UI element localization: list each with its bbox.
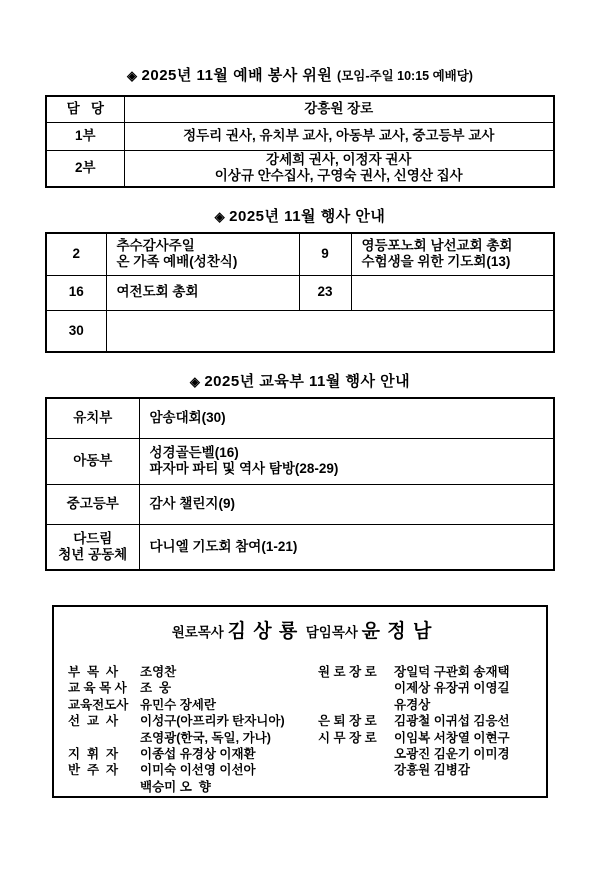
staff-names: 유경상 xyxy=(394,697,431,712)
dept-name: 청년 공동체 xyxy=(58,546,128,562)
section2-title xyxy=(45,205,555,226)
staff-role-label: 지 휘 자 xyxy=(68,746,119,761)
staff-names: 조영찬 xyxy=(140,665,177,679)
date-cell: 23 xyxy=(299,275,351,310)
dept-cell xyxy=(46,524,139,570)
staff-names: 장일덕 구관회 송재택 xyxy=(394,665,510,679)
event-line: 암송대회(30) xyxy=(149,410,226,426)
table-row xyxy=(46,150,554,187)
event-cell xyxy=(351,275,554,310)
table-row xyxy=(46,233,554,275)
dept-name: 중고등부 xyxy=(66,495,119,511)
event-line: 성경골든벨(16) xyxy=(149,444,239,460)
staff-role-label xyxy=(68,730,134,746)
staff-names: 김광철 이귀섭 김응선 xyxy=(394,714,510,729)
section2-title-text: 2025년 11월 행사 안내 xyxy=(229,208,386,225)
service2-label: 2부 xyxy=(46,150,124,187)
table-row xyxy=(46,275,554,310)
worship-header-value: 강흥원 장로 xyxy=(124,96,554,122)
dept-event-cell xyxy=(139,438,554,484)
diamond-bullet-icon: ◈ xyxy=(214,209,226,224)
staff-role-label: 부 목 사 xyxy=(68,665,119,679)
staff-names: 유민수 장세란 xyxy=(140,697,216,712)
staff-role-label xyxy=(318,680,388,696)
monthly-events-table xyxy=(45,232,555,353)
event-line: 영등포노회 남선교회 총회 xyxy=(361,238,513,254)
service2-servers xyxy=(124,150,554,187)
date-cell: 16 xyxy=(46,275,106,310)
service2-servers-line1: 강세희 권사, 이정자 권사 xyxy=(266,152,412,168)
dept-cell xyxy=(46,484,139,524)
staff-box xyxy=(52,605,548,798)
event-cell xyxy=(106,310,554,352)
section1-title-text: 2025년 11월 예배 봉사 위원 xyxy=(141,67,333,84)
staff-names xyxy=(394,779,536,795)
worship-header-label: 담 당 xyxy=(46,96,124,122)
title-gap xyxy=(298,625,306,640)
diamond-bullet-icon: ◈ xyxy=(127,68,138,83)
dept-event-cell xyxy=(139,524,554,570)
event-cell xyxy=(351,233,554,275)
dept-cell xyxy=(46,398,139,438)
staff-names: 조영광(한국, 독일, 가나) xyxy=(140,730,271,745)
event-line: 감사 챌린지(9) xyxy=(149,495,235,511)
staff-role-label: 원 로 장 로 xyxy=(318,665,377,679)
dept-event-cell xyxy=(139,398,554,438)
table-row xyxy=(46,96,554,122)
event-line: 온 가족 예배(성찬식) xyxy=(116,254,238,270)
staff-names: 이미숙 이선영 이선아 xyxy=(140,763,256,778)
event-cell xyxy=(106,275,299,310)
event-line: 수험생을 위한 기도회(13) xyxy=(361,254,511,270)
staff-names: 강흥원 김병감 xyxy=(394,763,470,778)
staff-role-label xyxy=(68,779,134,795)
event-line: 파자마 파티 및 역사 탐방(28-29) xyxy=(149,461,339,476)
service1-label: 1부 xyxy=(46,122,124,150)
table-row xyxy=(46,310,554,352)
section3-title xyxy=(45,370,555,391)
staff-role-label xyxy=(318,746,388,762)
staff-names: 이성구(아프리카 탄자니아) xyxy=(140,714,285,729)
dept-event-cell xyxy=(139,484,554,524)
section3-title-text: 2025년 교육부 11월 행사 안내 xyxy=(204,373,411,390)
staff-role-label: 교육전도사 xyxy=(68,697,129,712)
dept-name: 유치부 xyxy=(73,410,113,426)
event-cell xyxy=(106,233,299,275)
date-cell: 2 xyxy=(46,233,106,275)
staff-role-label: 은 퇴 장 로 xyxy=(318,714,377,729)
staff-role-label xyxy=(318,779,388,795)
staff-role-label xyxy=(318,697,388,713)
bulletin-page xyxy=(0,64,600,798)
staff-role-label: 시 무 장 로 xyxy=(318,730,377,745)
dept-name: 아동부 xyxy=(73,452,113,468)
staff-role-label: 반 주 자 xyxy=(68,763,119,778)
table-row xyxy=(46,438,554,484)
table-row xyxy=(46,524,554,570)
staff-role-label xyxy=(318,762,388,778)
table-row xyxy=(46,122,554,150)
lead-pastor-role: 담임목사 xyxy=(305,625,362,640)
service1-servers: 정두리 권사, 유치부 교사, 아동부 교사, 중고등부 교사 xyxy=(124,122,554,150)
section1-title xyxy=(45,64,555,85)
staff-role-label: 교 육 목 사 xyxy=(68,681,127,696)
staff-names: 조 웅 xyxy=(140,681,172,696)
senior-pastor-role: 원로목사 xyxy=(171,625,228,640)
lead-pastor-name: 윤 정 남 xyxy=(361,621,433,642)
staff-role-label: 선 교 사 xyxy=(68,714,119,729)
education-events-table xyxy=(45,397,555,571)
staff-names: 이제상 유장귀 이영길 xyxy=(394,681,510,696)
staff-box-title xyxy=(68,616,536,658)
section1-title-sub: (모임-주일 10:15 예배당) xyxy=(337,69,473,83)
staff-names: 이종섭 유경상 이재환 xyxy=(140,746,256,761)
event-line: 다니엘 기도회 참여(1-21) xyxy=(149,538,298,554)
table-row xyxy=(46,484,554,524)
worship-servers-table xyxy=(45,95,555,188)
dept-cell xyxy=(46,438,139,484)
date-cell: 9 xyxy=(299,233,351,275)
dept-name: 다드림 xyxy=(73,530,113,546)
event-line: 여전도회 총회 xyxy=(116,284,199,300)
diamond-bullet-icon: ◈ xyxy=(189,374,201,389)
service2-servers-line2: 이상규 안수집사, 구영숙 권사, 신영산 집사 xyxy=(214,168,463,184)
table-row xyxy=(46,398,554,438)
staff-grid xyxy=(68,664,536,795)
staff-names: 오광진 김운기 이미경 xyxy=(394,746,510,761)
senior-pastor-name: 김 상 룡 xyxy=(227,621,299,642)
staff-names: 이임복 서창열 이현구 xyxy=(394,730,510,745)
date-cell: 30 xyxy=(46,310,106,352)
staff-names: 백승미 오 향 xyxy=(140,779,211,794)
event-line: 추수감사주일 xyxy=(116,238,195,254)
